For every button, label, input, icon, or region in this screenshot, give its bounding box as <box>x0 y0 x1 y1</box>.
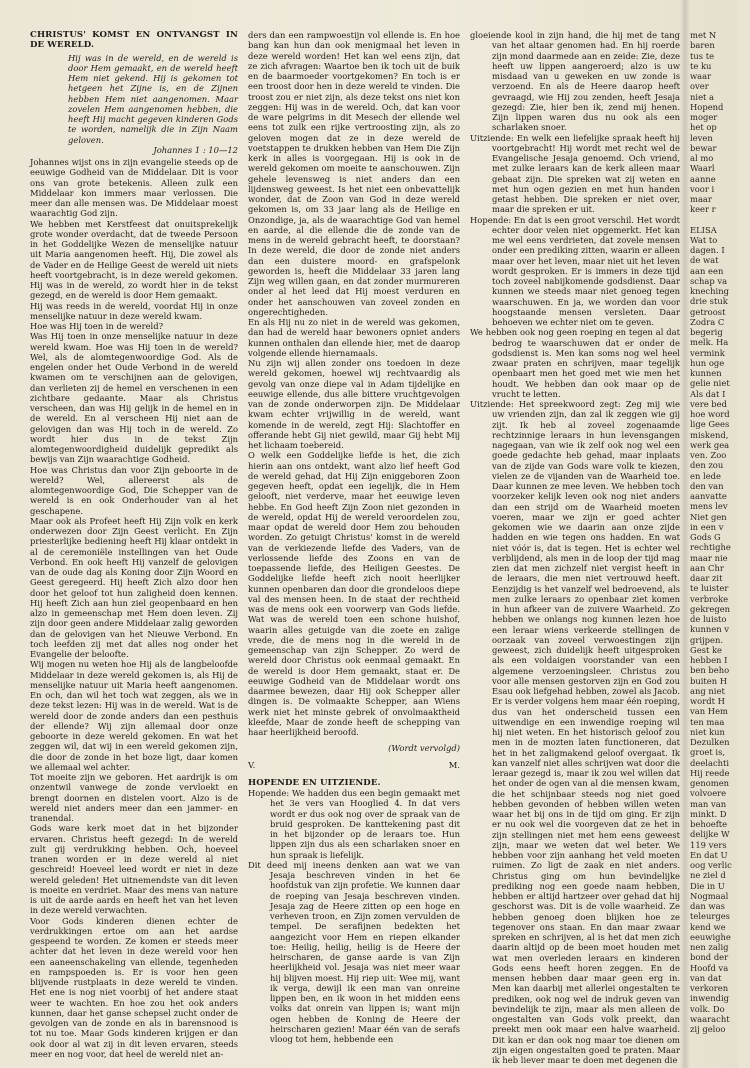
cropped-line: minkt. D <box>690 808 727 819</box>
cropped-line: keer r <box>690 204 716 215</box>
cropped-line: kunnen v <box>690 624 730 635</box>
paragraph: Voor Gods kinderen dienen echter de verdrukkingen ertoe om aan het aardse gespeend te worden. Ze komen er steeds meer achter dat het leven in deze wereld voor hen een aaneenschakeling van ellende, tegenheden en rampspoeden is. Er is voor hen geen blijvende rustplaats in deze wereld te vinden. Het ene is nog niet voorbij of het andere staat weer te wachten. En hoe zou het ook anders kunnen, daar het ganse schepsel zucht onder de gevolgen van de zonde en als in barensnood is tot nu toe. Maar Gods kinderen krijgen er dan ook door al wat zij in dit leven ervaren, steeds meer en nog voor, dat heel de wereld niet an- <box>30 915 238 1059</box>
dialogue-body-continued <box>470 30 680 1065</box>
cropped-line: waar <box>690 71 712 81</box>
cropped-line: hoe word <box>690 409 730 419</box>
dialogue-paragraph: Uitziende: Het spreekwoord zegt: Zeg mij wie uw vrienden zijn, dan zal ik zeggen wie gij zijt. Ik heb al zoveel zogenaamde rechtzinnige leraars in hun levensgangen nagegaan, van wie ik zelf ook nog wel een goede gedachte heb gehad, maar inplaats van de zijde van Gods ware volk te kiezen, vielen ze de vijanden van de Waarheid toe. Daar kunnen ze mee leven. We hebben toch voorzeker kelijk leven ook nog niet anders dan een strijd om de Waarheid moeten voeren, maar we zijn er goed achter gekomen wie we daarin aan onze zijde hadden en wie tegen ons hadden. En wat niet vóór is, dat is tegen. Het is echter wel verblijdend, als men in de loop der tijd mag zien dat men zichzelf niet vergist heeft in de leraars, die men niet vertrouwd heeft. Eenzijdig is het vanzelf wel bedroevend, als men zulke leraars zo openbaar ziet komen in hun afkeer van de zuivere Waarheid. Zo hebben we onlangs nog kunnen lezen hoe een leraar wiens verkeerde stellingen de oorzaak van zoveel verwoestingen zijn geweest, zich duidelijk heeft uitgesproken als een voldaigen voorstander van een algemene verzoeningsleer. Christus zou voor alle mensen gestorven zijn en God zou Esau ook liefgehad hebben, zowel als Jacob. Er is verder volgens hem maar één roeping, dus van het onderscheid tussen een uitwendige en een inwendige roeping wil hij niet weten. En het historisch geloof zou men in de mozten laten functioneren, dat het in het zaligmakend geloof overgaat. Ik kan vanzelf niet alles schrijven wat door die leraar gezegd is, maar ik zou wel willen dat het onder de ogen van al die mensen kwam, die het schijnbaar steeds nog niet goed hebben gevonden of hebben willen weten waar het bij ons in de tijd om ging. Er zijn er nu ook wel die voorgeven dat ze het in zijn stellingen niet met hem eens geweest zijn, maar we weten dat wel beter. We hebben voor zijn aanhang het veld moeten ruimen. Zo ligt de zaak en niet anders. Christus ging om hun bevindelijke prediking nog een goede naam hebben, hebben er altijd hartzeer over gehad dat hij geschorst was. Dit is de volle waarheid. Ze hebben genoeg doen blijken hoe ze tegenover ons staan. En dan maar zwaar spreken en schrijven, al is het dat men zich daarin altijd op de been moet houden met wat men overleden leraars en kinderen Gods eens heeft horen zeggen. En de mensen hebben daar maar geen erg in. Men kan daarbij met allerlei ongestalten te prediken, ook nog wel de indruk geven van bevindelijk te zijn, maar als men alleen de ongestalten van Gods volk preekt, dan preekt men ook maar een halve waarheid. Dit kan er dan ook nog maar toe dienen om zijn eigen ongestalten goed te praten. Maar ik heb liever maar te doen met degenen die <box>470 399 680 1065</box>
cropped-line: over <box>690 81 709 92</box>
cropped-line: ang niet <box>690 685 725 696</box>
cropped-line: dan was <box>690 901 725 911</box>
cropped-line: niet a <box>690 91 715 102</box>
cropped-line: genomen <box>690 778 730 788</box>
cropped-line: Zodra C <box>690 316 725 327</box>
cropped-line: Dezulken <box>690 737 730 747</box>
cropped-line: met N <box>690 30 717 40</box>
cropped-line: de luisto <box>690 614 727 624</box>
cropped-line: van dat <box>690 972 722 983</box>
cropped-line: Als dat I <box>690 388 726 399</box>
paragraph: En als Hij nu zo niet in de wereld was gekomen, dan had de wereld haar bewoners opniet anders kunnen onthalen dan ellende hier, met de daarop volgende ellende hiernamaals. <box>248 317 460 358</box>
scripture-quote: Hij was in de wereld, en de wereld is door Hem gemaakt, en de wereld heeft Hem niet gekend. Hij is gekomen tot hetgeen het Zijne is, en de Zijnen hebben Hem niet aangenomen. Maar zovelen Hem aangenomen hebben, die heeft Hij macht gegeven kinderen Gods te worden, namelijk die in Zijn Naam geloven. <box>68 52 238 145</box>
cropped-line: het op <box>690 122 717 133</box>
cropped-line: aanvatte <box>690 491 727 501</box>
cropped-line: de wat <box>690 255 719 266</box>
cropped-line: ben beho <box>690 665 730 676</box>
article-body-continued <box>248 30 460 737</box>
paragraph: Wij mogen nu weten hoe Hij als de langbeloofde Middelaar in deze wereld gekomen is, als Hij de menselijke natuur uit Maria heeft aangenomen. En och, dan wil het toch wat zeggen, als we in deze tekst lezen: Hij was in de wereld. Wat is de wereld door de zonde anders dan een pesthuis der ellende? Wij zijn allemaal door onze geboorte in deze wereld gekomen. En wat het zeggen wil, dat wij in een wereld gekomen zijn, die door de zonde in het boze ligt, daar komen we allemaal wel achter. <box>30 659 238 772</box>
cropped-line: 119 vers <box>690 839 727 850</box>
cropped-line: maar nie <box>690 552 728 563</box>
cropped-line: ne ziel d <box>690 870 726 881</box>
cropped-line: man van <box>690 798 727 809</box>
cropped-line: getroost <box>690 306 726 317</box>
cropped-line: drie stuk <box>690 296 728 307</box>
to-be-continued: (Wordt vervolgd) <box>388 743 460 754</box>
cropped-line: hebben I <box>690 655 728 665</box>
cropped-line: mens lev <box>690 501 728 512</box>
cropped-line: behoefte <box>690 819 728 829</box>
cropped-line: Wat to <box>690 234 718 245</box>
cropped-line: Die in U <box>690 880 725 891</box>
column-2 <box>248 30 460 1050</box>
cropped-line: kend we <box>690 921 726 932</box>
cropped-line: grijpen. <box>690 634 724 645</box>
dialogue-body <box>248 788 460 1044</box>
cropped-line: teleurges <box>690 911 730 922</box>
cropped-line: Hopend <box>690 101 724 112</box>
paragraph: Maar ook als Profeet heeft Hij Zijn volk en kerk onderwezen door Zijn Geest verlicht. En Zijn priesterlijke bediening heeft Hij klaar ontdekt in al de ceremoniële instellingen van het Oude Verbond. En ook heeft Hij vanzelf de gelovigen van de oude dag als Koning door Zijn Woord en Geest geregeerd. Hij heeft Zich alzo door hen door het geloof tot hun zaligheid doen kennen. Hij heeft Zich aan hun ziel geopenbaard en hen alzo in gemeenschap met Hem doen leven. Zij zijn door geen andere Middelaar zalig geworden dan de gelovigen van het Nieuwe Verbond. En toch leefden zij met dat alles nog onder het Evangelie der beloofte. <box>30 515 238 659</box>
cropped-line: aan Chr <box>690 562 724 573</box>
cropped-line: ELISA <box>690 224 717 235</box>
paragraph: Was Hij toen in onze menselijke natuur in deze wereld kwam. Hoe was Hij toen in de wereld? Wel, als de alomtegenwoordige God. Als de engelen onder het Oude Verbond in de wereld kwamen om te verschijnen aan de gelovigen, dan verlieten zij de hemel en verschenen in een zichtbare gedaante. Maar als Christus verscheen, dan was Hij gelijk in de hemel en in de wereld. En al verscheen Hij niet aan de gelovigen dan was Hij toch in de wereld. Zo wordt hier dus in de tekst Zijn alomtegenwoordigheid duidelijk gepredikt als bewijs van Zijn waarachtige Godheid. <box>30 331 238 465</box>
cropped-line: bewar <box>690 142 717 153</box>
cropped-line: maar <box>690 194 712 204</box>
article-title-2: HOPENDE EN UITZIENDE. <box>248 777 381 788</box>
column-4-cropped <box>690 30 750 1050</box>
cropped-next-page <box>690 30 750 1034</box>
scripture-reference: Johannes 1 : 10—12 <box>153 144 238 155</box>
cropped-line <box>690 215 750 225</box>
cropped-line: vere bed <box>690 398 727 409</box>
dialogue-paragraph: Hopende: En dat is een groot verschil. Het wordt echter door velen niet opgemerkt. Het kan me wel eens verdrieten, dat zovele mensen onder een prediking zitten, waarin er alleen maar over het leven, maar niet uit het leven wordt gesproken. Er is immers in deze tijd toch zoveel nabijkomende godsdienst. Daar kunnen we steeds maar niet genoeg tegen waarschuwen. En ja, we worden dan voor hoogstaande mensen versleten. Daar behoeven we echter niet om te geven. <box>470 214 680 327</box>
cropped-line: leven <box>690 132 713 143</box>
paragraph: Hij was reeds in de wereld, voordat Hij in onze menselijke natuur in deze wereld kwam. <box>30 300 238 321</box>
cropped-line: inwendig <box>690 993 729 1004</box>
cropped-line: Gest ke <box>690 644 723 655</box>
cropped-line: Gods G <box>690 532 721 542</box>
cropped-line: voor i <box>690 183 715 194</box>
cropped-line: volk. Do <box>690 1003 725 1014</box>
cropped-line: vermink <box>690 347 725 358</box>
cropped-line: kunnen <box>690 368 722 378</box>
cropped-line: baren <box>690 40 715 51</box>
page-gutter <box>680 0 690 1068</box>
paragraph: Hoe was Christus dan voor Zijn geboorte in de wereld? Wel, allereerst als de alomtegenwoordige God, Die Schepper van de wereld is en ook Onderhouder van al het geschapene. <box>30 464 238 516</box>
cropped-line: gelie niet <box>690 378 730 389</box>
cropped-line: tus te <box>690 50 715 61</box>
article-body <box>30 157 238 1059</box>
dialogue-paragraph: Dit deed mij ineens denken aan wat we van Jesaja beschreven vinden in het 6e hoofdstuk van zijn profetie. We kunnen daar de roeping van Jesaja beschreven vinden. Jesaja zag de Heere zitten op een hoge en verheven troon, en Zijn zomen vervulden de tempel. De serafijnen bedekten het aangezicht voor Hem en riepen elkander toe: Heilig, heilig, heilig is de Heere der heirscharen, de ganse aarde is van Zijn heerlijkheid vol. Jesaja was niet meer waar hij blijven moest. Hij riep uit: Wee mij, want ik verga, dewijl ik een man van onreine lippen ben, en ik woon in het midden eens volks dat onrein van lippen is; want mijn ogen hebben de Koning de Heere der heirscharen gezien! Maar één van de serafs vloog tot hem, hebbende een <box>248 859 460 1044</box>
cropped-line: begerig <box>690 327 723 337</box>
cropped-line: en lede <box>690 470 721 481</box>
cropped-line: te luister <box>690 583 729 594</box>
cropped-line: Waarl <box>690 163 715 174</box>
cropped-line: niet kun <box>690 726 725 737</box>
cropped-line: werk gea <box>690 439 730 450</box>
paragraph: O welk een Goddelijke liefde is het, die zich hierin aan ons ontdekt, want alzo lief heeft God de wereld gehad, dat Hij Zijn eniggeboren Zoon gegeven heeft, opdat een iegelijk, die in Hem gelooft, niet verderve, maar het eeuwige leven hebbe. En God heeft Zijn Zoon niet gezonden in de wereld, opdat Hij de wereld veroordelen zou, maar opdat de wereld door Hem zou behouden worden. Zo getuigt Christus' komst in de wereld van de verkiezende liefde des Vaders, van de verlossende liefde des Zoons en van de toepassende liefde, des Heiligen Geestes. De Goddelijke liefde heeft zich nooit heerlijker kunnen openbaren dan door die grondeloos diepe val des mensen heen. In de staat der rechtheid was de mens ook een voorwerp van Gods liefde. Wat was de wereld toen een schone huishof, waarin alles getuigde van die zoete en zalige vrede, die de mens nog in die wereld in de gemeenschap van zijn Schepper. Zo werd de wereld door Christus ook eenmaal gemaakt. En de wereld is door Hem gemaakt, staat er. De eeuwige Godheid van de Middelaar wordt ons daarmee bewezen, daar Hij ook Schepper aller dingen is. De volmaakte Schepper, aan Wiens werk niet het minste gebrek of onvolmaaktheid kleefde, Maar de zonde heeft de schepping van haar heerlijkheid beroofd. <box>248 450 460 737</box>
cropped-line: bond der <box>690 952 729 963</box>
cropped-line: moger <box>690 112 718 122</box>
cropped-line: eeuwighe <box>690 931 731 942</box>
cropped-line: En dat U <box>690 849 728 860</box>
dialogue-paragraph: gloeiende kool in zijn hand, die hij met de tang van het altaar genomen had. En hij roerde zijn mond daarmede aan en zeide: Zie, deze heeft uw lippen aangeroerd; alzo is uw misdaad van u geweken en uw zonde is verzoend. En als de Heere daarop heeft gevraagd, wie Hij zou zenden, heeft Jesaja gezegd: Zie, hier ben ik, zend mij henen. Zijn lippen waren dus nu ook als een scharlaken snoer. <box>470 30 680 133</box>
paragraph: Tot moeite zijn we geboren. Het aardrijk is om onzentwil vanwege de zonde vervloekt en brengt doornen en distelen voort. Alzo is de wereld niet anders meer dan een jammer- en tranendal. <box>30 772 238 823</box>
signature-row <box>248 760 460 770</box>
cropped-line: wordt H <box>690 696 725 706</box>
cropped-line: lige Gees <box>690 419 730 430</box>
paragraph: Gods ware kerk moet dat in het bijzonder ervaren. Christus heeft gezegd: In de wereld zult gij verdrukking hebben. Och, hoeveel tranen worden er in deze wereld al niet geschreid! Hoeveel leed wordt er niet in deze wereld geleden! Het uitnemendste van dit leven is moeite en verdriet. Maar des mens van nature is uit de aarde aards en heeft het van het leven in deze wereld verwachten. <box>30 823 238 916</box>
paragraph: We hebben met Kerstfeest dat onuitsprekelijk grote wonder overdacht, dat de tweede Persoon in het Goddelijke Wezen de menselijke natuur uit Maria aangenomen heeft. Hij, Die zowel als de Vader en de Heilige Geest de wereld uit niets heeft voortgebracht, is in deze wereld gekomen. Hij was in de wereld, zo wordt hier in de tekst gezegd, en de wereld is door Hem gemaakt. <box>30 218 238 301</box>
cropped-line: al mo <box>690 153 714 163</box>
cropped-line: gekregen <box>690 603 731 614</box>
cropped-line: schap va <box>690 275 728 286</box>
cropped-line: te ku <box>690 60 712 71</box>
paragraph: Hoe was Hij toen in de wereld? <box>30 321 164 331</box>
cropped-line: miskend, <box>690 429 729 440</box>
cropped-line: ven. Zoo <box>690 450 727 460</box>
cropped-line: dagen. I <box>690 245 725 255</box>
cropped-line: aan een <box>690 265 724 276</box>
cropped-line: oog verlic <box>690 860 732 870</box>
cropped-line: groet is, <box>690 747 726 758</box>
cropped-line: kneching <box>690 286 729 296</box>
cropped-line: zij geloo <box>690 1024 726 1034</box>
cropped-line: in een v <box>690 521 724 532</box>
dialogue-paragraph: Hopende: We hadden dus een begin gemaakt met het 3e vers van Hooglied 4. In dat vers wordt er dus ook nog over de spraak van de bruid gesproken. De kanttekening past dit in het bijzonder op de leraars toe. Hun lippen zijn dus als een scharlaken snoer en hun spraak is liefelijk. <box>248 788 460 860</box>
cropped-line: aanne <box>690 173 716 184</box>
cropped-line: Nogmaal <box>690 890 729 901</box>
cropped-line: daar zit <box>690 573 723 583</box>
cropped-line: verkoren <box>690 983 729 993</box>
cropped-line: buiten H <box>690 675 728 686</box>
paragraph: Nu zijn wij allen zonder ons toedoen in deze wereld gekomen, hoewel wij rechtvaardig als gevolg van onze diepe val in Adam tijdelijke en eeuwige ellende, dus alle bittere vruchtgevolgen van de zonde onderworpen zijn. De Middelaar kwam echter vrijwillig in de wereld, want komende in de wereld, zegt Hij: Slachtoffer en offerande hebt Gij niet gewild, maar Gij hebt Mij het lichaam toebereid. <box>248 358 460 450</box>
paragraph: Johannes wijst ons in zijn evangelie steeds op de eeuwige Godheid van de Middelaar. Dit is voor ons van grote betekenis. Alleen zulk een Middelaar kon immers maar verlossen. Die meer dan alle mensen was. De Middelaar moest waarachtig God zijn. <box>30 157 238 219</box>
cropped-line: melk. Ha <box>690 337 729 348</box>
cropped-line: rechtighe <box>690 542 731 553</box>
cropped-line: deelachti <box>690 757 730 768</box>
cropped-line: Hoofd va <box>690 962 729 973</box>
signature-left: V. <box>248 759 256 770</box>
cropped-line: den van <box>690 480 724 491</box>
cropped-line: Hij reede <box>690 767 730 778</box>
signature-right: M. <box>448 759 460 770</box>
cropped-line: delijke W <box>690 829 730 840</box>
dialogue-paragraph: We hebben ook nog geen roeping en tegen al dat bedrog te waarschuwen dat er onder de godsdienst is. Men kan soms nog wel heel zwaar praten en schrijven, maar tegelijk openbaart men het goed met wie men het houdt. We hebben dan ook maar op de vrucht te letten. <box>470 327 680 399</box>
paragraph: ders dan een rampwoestijn vol ellende is. En hoe bang kan hun dan ook menigmaal het leven in deze wereld worden! Het kan wel eens zijn, dat ze zich afvragen: Waartoe ben ik toch uit de buik en de baarmoeder voortgekomen? En toch is er een troost door hen in deze wereld te vinden. Die troost zou er niet zijn, als deze tekst ons niet kon zeggen: Hij was in de wereld. Och, dat kan voor de ware pelgrims in dit Mesech der ellende wel eens tot zulk een rijke vertroosting zijn, als zo geloven mogen dat ze in deze wereld de voetstappen te drukken hebben van Hem Die Zijn kerk in alles is voorgegaan. Hij is ook in de wereld gekomen om moeite te aanschouwen. Zijn gehele levensweg is niet anders dan een lijdensweg geweest. Is het niet een onbevattelijk wonder, dat de Zoon van God in deze wereld gekomen is, om 33 jaar lang als de Heilige en Onzondige, ja, als de waarachtige God van hemel en aarde, al die ellende die de zonde van de mens in de wereld gebracht heeft, te doorstaan? In deze wereld, die door de zonde niet anders dan een duistere moord- en grafspelonk geworden is, heeft die Middelaar 33 jaren lang Zijn weg willen gaan, en dat zonder murmureren onder al het leed dat Hij moest verduren en onder het aanschouwen van zoveel zonden en ongerechtigheden. <box>248 30 460 317</box>
article-title: CHRISTUS' KOMST EN ONTVANGST IN DE WERELD. <box>30 30 238 51</box>
cropped-line: ten maa <box>690 716 725 727</box>
cropped-line: den zou <box>690 460 724 471</box>
cropped-line: hun oge <box>690 357 725 368</box>
cropped-line: Niet gen <box>690 511 727 522</box>
cropped-line: nen zalig <box>690 942 729 952</box>
dialogue-paragraph: Uitziende: En welk een liefelijke spraak heeft hij voortgebracht! Hij wordt met recht wel de Evangelische Jesaja genoemd. Och vriend, met zulke leraars kan de kerk alleen maar gebaat zijn. Die spreken wat zij weten en met hun ogen gezien en met hun handen getast hebben. Die spreken er niet over, maar die spreken er uit. <box>470 132 680 215</box>
cropped-line: waaracht <box>690 1013 730 1024</box>
column-3 <box>470 30 680 1065</box>
cropped-line: volvoere <box>690 788 727 799</box>
cropped-line: van Hem <box>690 706 728 717</box>
cropped-line: verbroke <box>690 593 729 604</box>
column-1 <box>30 30 238 1059</box>
